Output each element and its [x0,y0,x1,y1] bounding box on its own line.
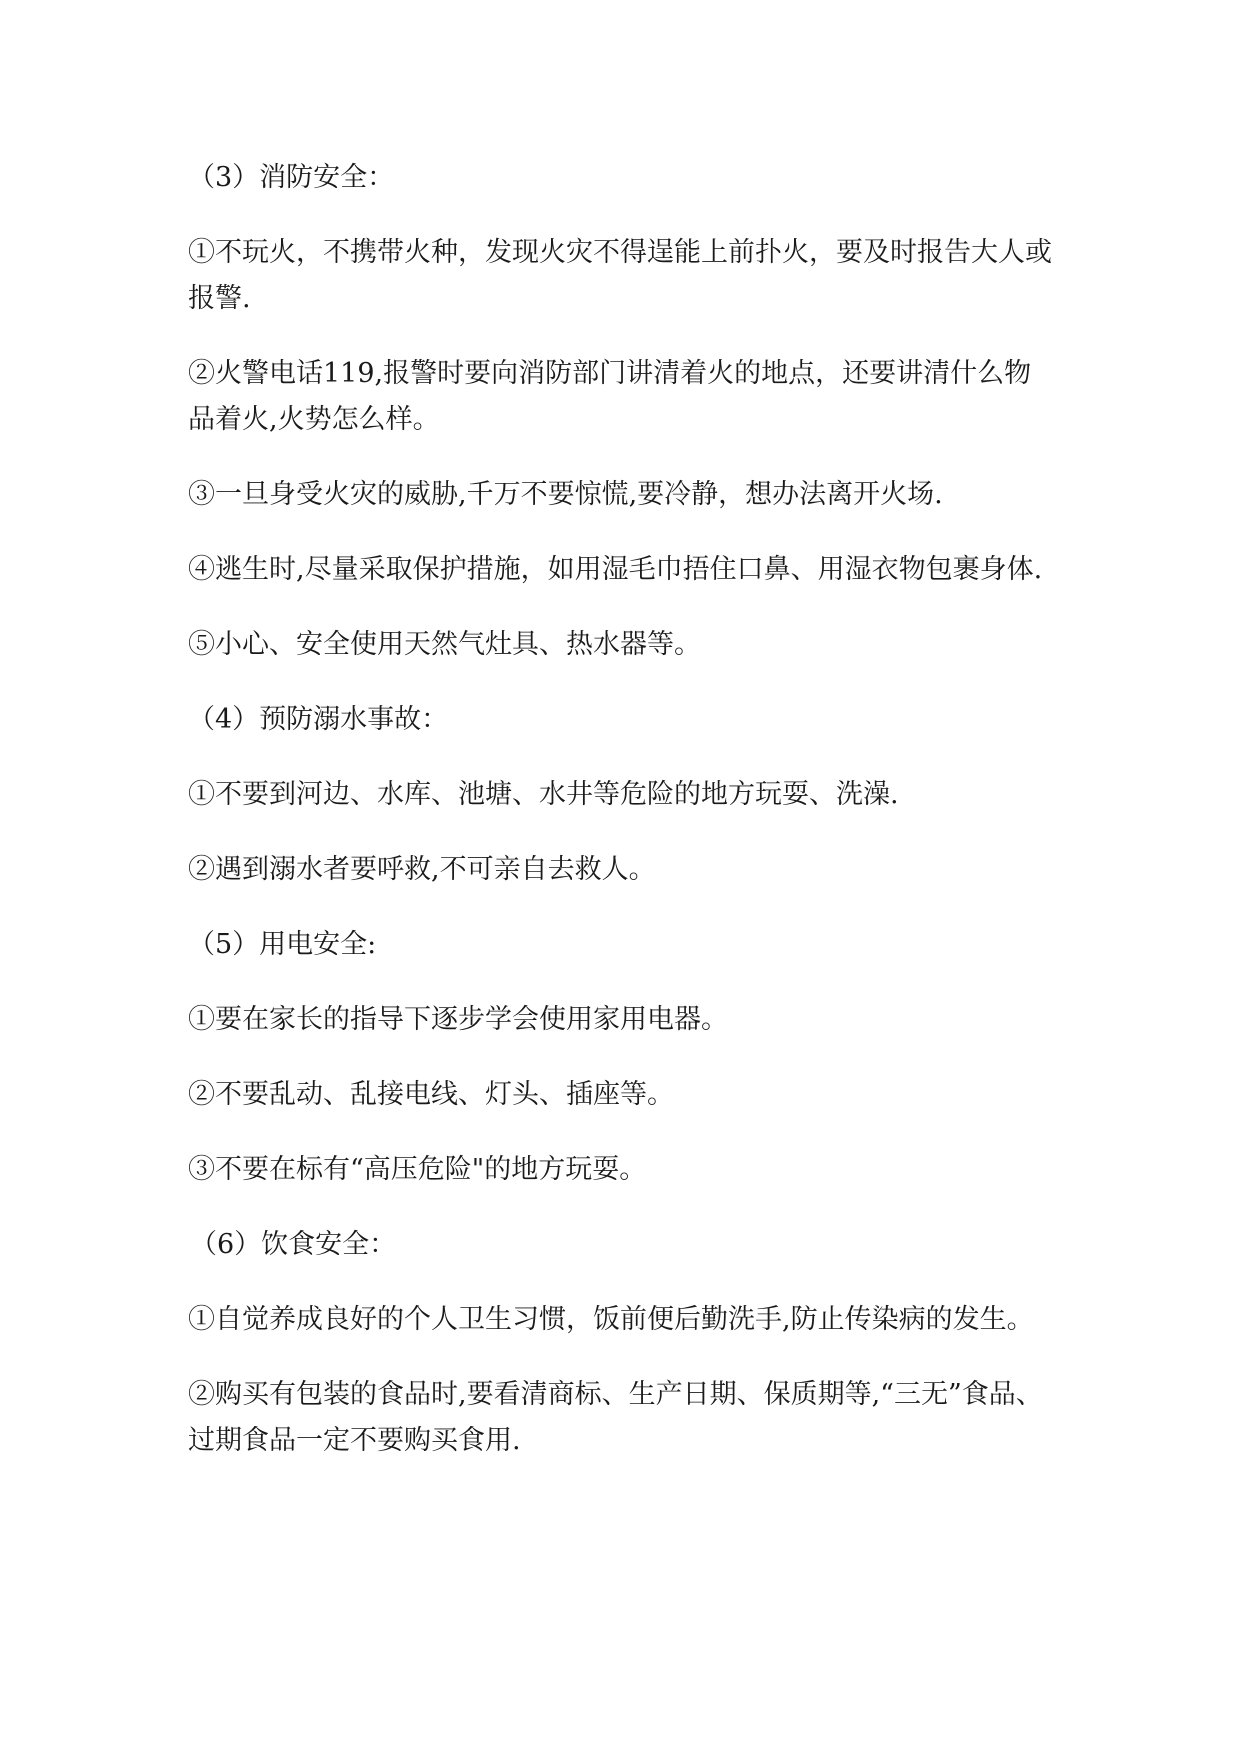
list-item: ②火警电话119,报警时要向消防部门讲清着火的地点，还要讲清什么物品着火,火势怎么样。 [188,358,1032,435]
document-body [188,155,1058,1493]
list-item: ②遇到溺水者要呼救,不可亲自去救人。 [188,854,656,885]
list-item: ①不要到河边、水库、池塘、水井等危险的地方玩耍、洗澡. [188,779,899,810]
list-item: ①不玩火，不携带火种，发现火灾不得逞能上前扑火，要及时报告大人或报警. [188,237,1052,314]
list-item: ④逃生时,尽量采取保护措施，如用湿毛巾捂住口鼻、用湿衣物包裹身体. [188,554,1043,585]
list-item: ①要在家长的指导下逐步学会使用家用电器。 [188,1004,728,1035]
list-item: ③不要在标有“高压危险"的地方玩耍。 [188,1154,647,1185]
section-heading-fire-safety: （3）消防安全： [188,162,395,193]
section-heading-electrical-safety: （5）用电安全: [188,929,377,960]
list-item: ②购买有包装的食品时,要看清商标、生产日期、保质期等,“三无”食品、过期食品一定不要购买食用. [188,1379,1043,1456]
list-item: ⑤小心、安全使用天然气灶具、热水器等。 [188,629,701,660]
list-item: ②不要乱动、乱接电线、灯头、插座等。 [188,1079,674,1110]
list-item: ③一旦身受火灾的威胁,千万不要惊慌,要冷静，想办法离开火场. [188,479,943,510]
section-heading-food-safety: （6）饮食安全： [190,1229,397,1260]
section-heading-drowning-prevention: （4）预防溺水事故： [188,704,449,735]
list-item: ①自觉养成良好的个人卫生习惯，饭前便后勤洗手,防止传染病的发生。 [188,1304,1034,1335]
